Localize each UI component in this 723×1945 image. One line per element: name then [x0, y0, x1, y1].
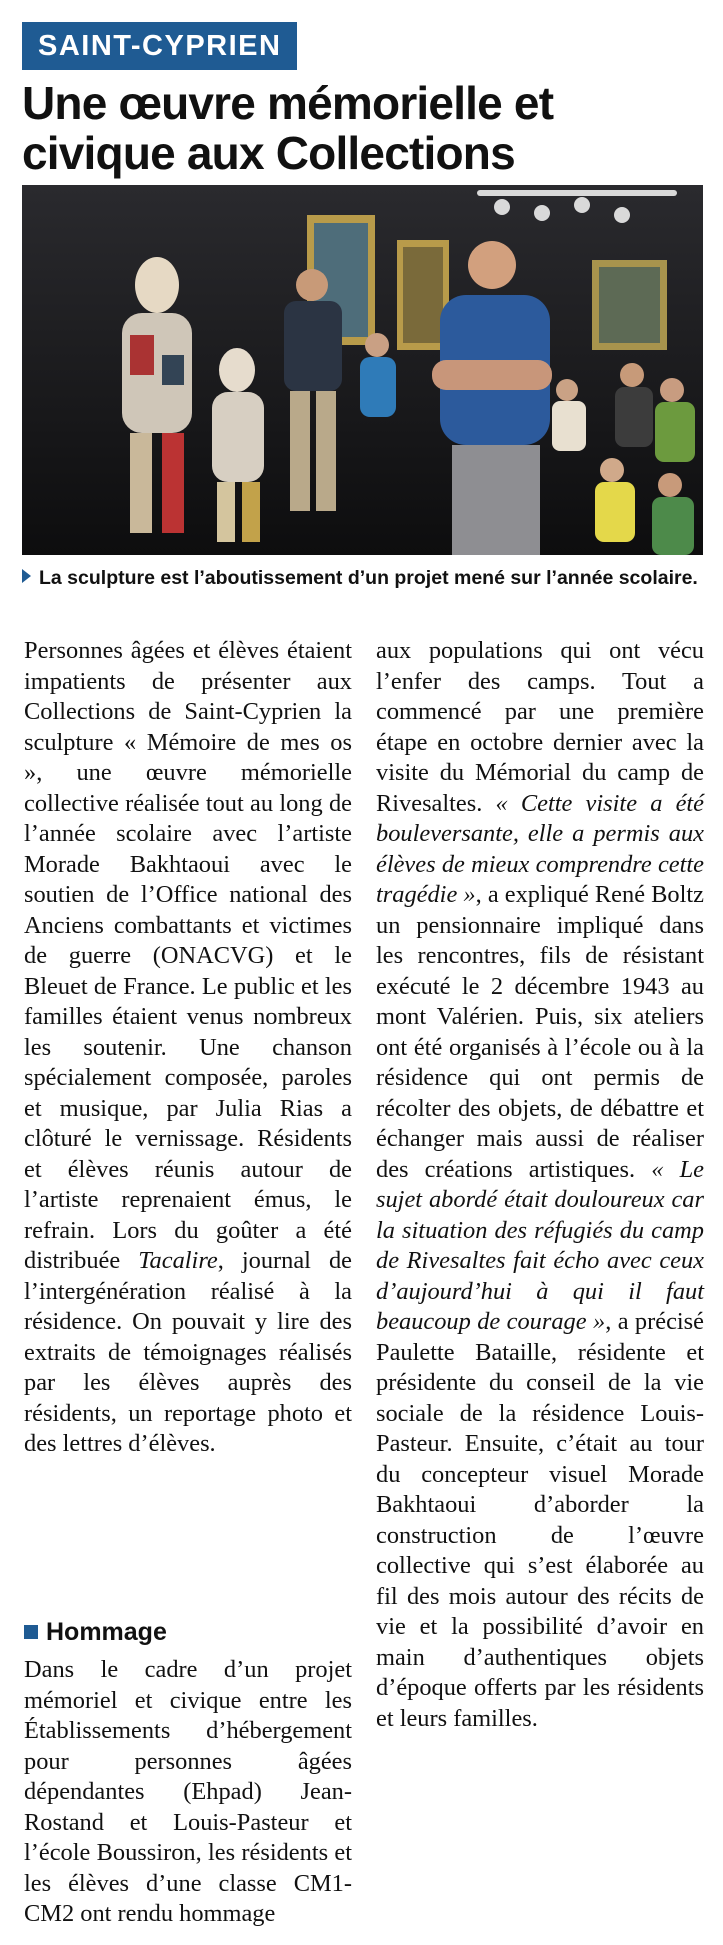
- article-column-2: [376, 636, 704, 1734]
- paragraph-3-text-a: aux populations qui ont vécu l’enfer des camps. Tout a commencé par une première étape en octobre dernier avec la visite du Mémorial du camp de Rivesaltes.: [376, 637, 704, 817]
- paragraph-3: [376, 636, 704, 1734]
- photo-illustration: [22, 185, 703, 555]
- paragraph-3-text-b: , a expliqué René Boltz un pensionnaire impliqué dans les rencontres, fils de résistant exécuté le 2 décembre 1943 au mont Valérien. Puis, six ateliers ont été organisés à l’école ou à la résidence qui ont permis de récolter des objets, de débattre et échanger mais aussi de réaliser des créations artistiques.: [376, 881, 704, 1183]
- article-photo: [22, 185, 703, 555]
- headline: Une œuvre mémorielle et civique aux Collections: [22, 77, 554, 179]
- triangle-arrow-icon: [22, 569, 31, 583]
- square-bullet-icon: [24, 1625, 38, 1639]
- article-column-1-continued: [24, 1655, 352, 1930]
- paragraph-3-text-c: , a précisé Paulette Bataille, résidente et présidente du conseil de la vie sociale de la résidence Louis-Pasteur. Ensuite, c’était au tour du concepteur visuel Morade Bakhtaoui d’aborder la construction de l’œuvre collective qui s’est élaborée au fil des mois autour des récits de vie et la possibilité d’avoir en main d’authentiques objets d’époque offerts par les résidents et leurs familles.: [376, 1308, 704, 1732]
- subhead-text: Hommage: [46, 1618, 167, 1646]
- paragraph-1-text-a: Personnes âgées et élèves étaient impatients de présenter aux Collections de Saint-Cyprien la sculpture « Mémoire de mes os », une œuvre mémorielle collective réalisée tout au long de l’année scolaire avec l’artiste Morade Bakhtaoui avec le soutien de l’Office national des Anciens combattants et victimes de guerre (ONACVG) et le Bleuet de France. Le public et les familles étaient venus nombreux les soutenir. Une chanson spécialement composée, paroles et musique, par Julia Rias a clôturé le vernissage. Résidents et élèves réunis autour de l’artiste reprenaient émus, le refrain. Lors du goûter a été distribuée: [24, 637, 352, 1274]
- quote-paulette-bataille: « Le sujet abordé était douloureux car la situation des réfugiés du camp de Rivesaltes fait écho avec ceux d’aujourd’hui à qui il faut beaucoup de courage »: [376, 1155, 704, 1335]
- subhead: [24, 1614, 167, 1650]
- paragraph-1-text-b: , journal de l’intergénération réalisé à la résidence. On pouvait y lire des extraits de témoignages réalisés par les élèves auprès des résidents, un reportage photo et des lettres d’élèves.: [24, 1247, 352, 1457]
- photo-caption: [22, 565, 702, 591]
- quote-rene-boltz: « Cette visite a été bouleversante, elle a permis aux élèves de mieux comprendre cette tragédie »: [376, 789, 704, 908]
- journal-title: Tacalire: [138, 1247, 218, 1274]
- paragraph-2: Dans le cadre d’un projet mémoriel et civique entre les Établissements d’hébergement pour personnes âgées dépendantes (Ehpad) Jean-Rostand et Louis-Pasteur et l’école Boussiron, les résidents et les élèves d’une classe CM1-CM2 ont rendu hommage: [24, 1656, 352, 1927]
- section-kicker: SAINT-CYPRIEN: [22, 22, 297, 70]
- paragraph-1: [24, 636, 352, 1460]
- photo-caption-text: La sculpture est l’aboutissement d’un projet mené sur l’année scolaire.: [39, 567, 698, 589]
- article-column-1: [24, 636, 352, 1460]
